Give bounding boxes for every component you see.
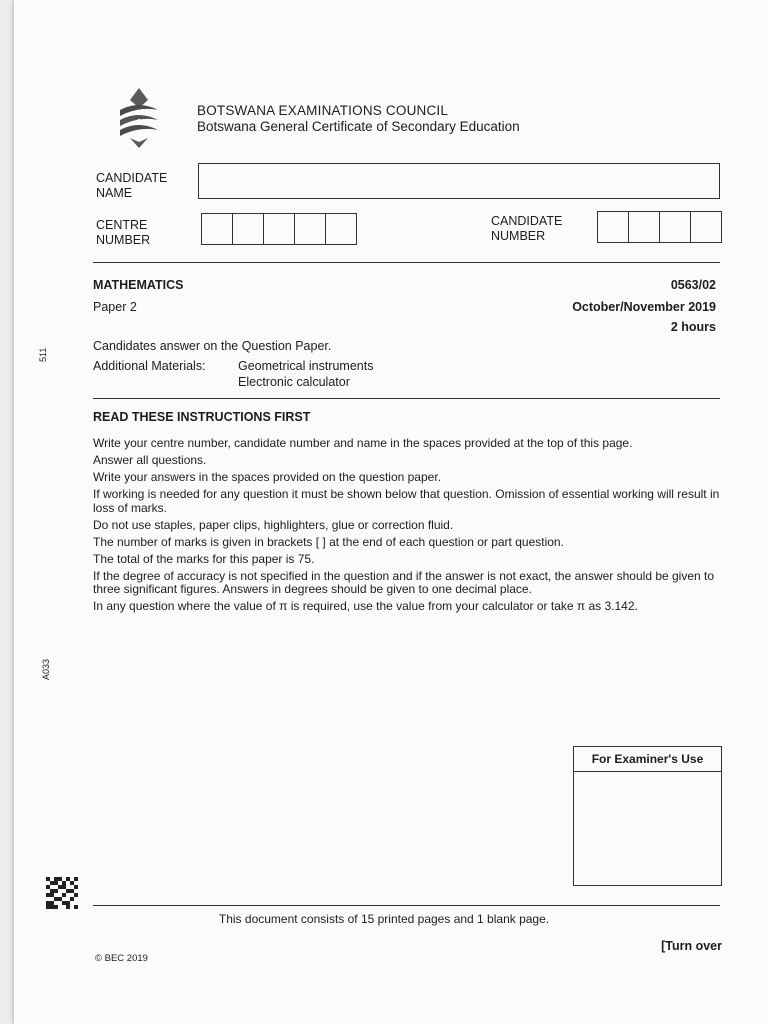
instruction-item: If working is needed for any question it must be shown below that question. Omission of essential working will result in loss of marks. [93, 487, 720, 515]
centre-digit-box[interactable] [295, 214, 326, 244]
answer-location-note: Candidates answer on the Question Paper. [93, 339, 332, 353]
certificate-title: Botswana General Certificate of Secondary Education [197, 119, 520, 134]
subject-title: MATHEMATICS [93, 278, 184, 292]
candidate-digit-box[interactable] [660, 212, 691, 242]
candidate-name-label: CANDIDATE NAME [96, 171, 168, 200]
instructions-heading: READ THESE INSTRUCTIONS FIRST [93, 410, 311, 424]
centre-number-label: CENTRE NUMBER [96, 218, 151, 247]
centre-digit-box[interactable] [264, 214, 295, 244]
instructions-divider [93, 398, 720, 399]
council-name: BOTSWANA EXAMINATIONS COUNCIL [197, 103, 449, 118]
additional-material-item: Geometrical instruments [238, 359, 374, 373]
candidate-digit-box[interactable] [629, 212, 660, 242]
paper-code: 0563/02 [670, 278, 716, 292]
header-divider [93, 262, 720, 263]
instructions-list [93, 437, 723, 617]
instruction-item: If the degree of accuracy is not specified in the question and if the answer is not exact, the answer should be given to three significant figures. Answers in degrees should be given to one decimal place. [93, 568, 715, 596]
centre-digit-box[interactable] [326, 214, 356, 244]
additional-material-item: Electronic calculator [238, 375, 350, 389]
candidate-digit-box[interactable] [691, 212, 721, 242]
instruction-item: Write your centre number, candidate number and name in the spaces provided at the top of this page. [93, 436, 633, 450]
candidate-number-field[interactable] [597, 211, 722, 243]
exam-session: October/November 2019 [572, 300, 716, 314]
paper-number: Paper 2 [93, 300, 137, 314]
instruction-item: Answer all questions. [93, 453, 207, 467]
candidate-digit-box[interactable] [598, 212, 629, 242]
additional-materials-label: Additional Materials: [93, 359, 206, 373]
instruction-item: Write your answers in the spaces provided on the question paper. [93, 470, 441, 484]
copyright-note: © BEC 2019 [95, 953, 148, 964]
centre-number-field[interactable] [201, 213, 357, 245]
qr-code-icon [46, 877, 78, 909]
side-code-bottom: A033 [41, 658, 51, 680]
exam-duration: 2 hours [670, 320, 716, 334]
page-count-note: This document consists of 15 printed pages and 1 blank page. [218, 912, 550, 926]
candidate-number-label: CANDIDATE NUMBER [491, 214, 563, 243]
turn-over-note: [Turn over [661, 939, 722, 953]
footer-divider [93, 905, 720, 906]
bec-logo-icon [114, 86, 164, 152]
candidate-name-field[interactable] [198, 163, 720, 199]
instruction-item: Do not use staples, paper clips, highlighters, glue or correction fluid. [93, 517, 454, 532]
instruction-item: The total of the marks for this paper is 75. [93, 551, 315, 566]
examiner-use-box [573, 746, 722, 886]
examiner-use-label: For Examiner's Use [574, 747, 721, 772]
side-code-top: 511 [38, 347, 48, 362]
instruction-item: The number of marks is given in brackets [ ] at the end of each question or part question. [93, 534, 564, 549]
instruction-item: In any question where the value of π is required, use the value from your calculator or take π as 3.142. [93, 599, 638, 613]
centre-digit-box[interactable] [202, 214, 233, 244]
centre-digit-box[interactable] [233, 214, 264, 244]
